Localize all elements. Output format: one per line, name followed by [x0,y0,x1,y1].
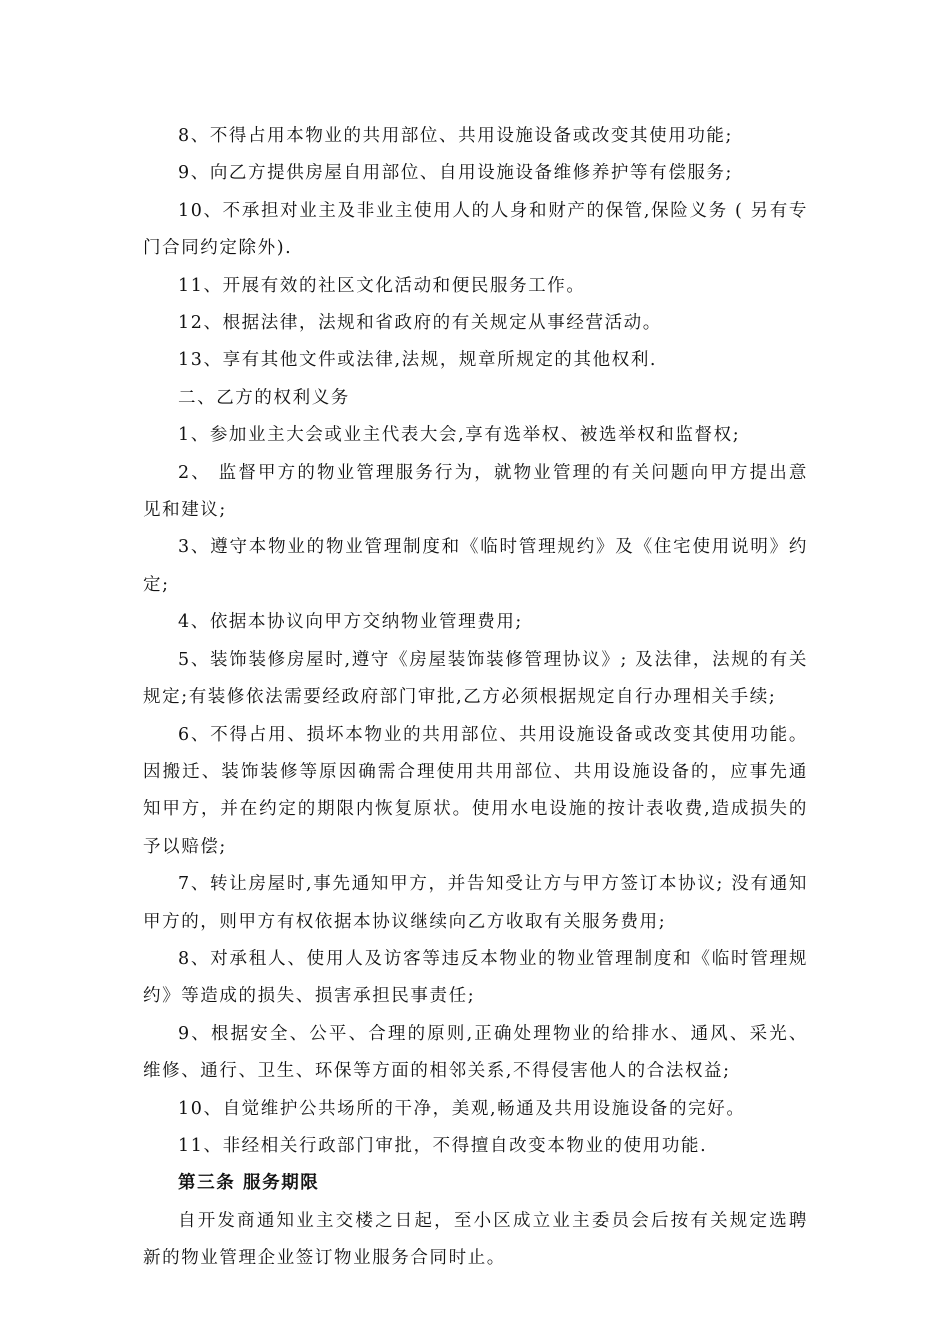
paragraph: 自开发商通知业主交楼之日起，至小区成立业主委员会后按有关规定选聘新的物业管理企业签订物业服务合同时止。 [143,1210,808,1269]
section-subheading: 二、乙方的权利义务 [178,387,350,408]
paragraph: 13、享有其他文件或法律,法规，规章所规定的其他权利. [178,350,658,371]
paragraph: 4、依据本协议向甲方交纳物业管理费用; [178,612,523,633]
paragraph: 11、开展有效的社区文化活动和便民服务工作。 [178,275,586,296]
paragraph: 9、根据安全、公平、合理的原则,正确处理物业的给排水、通风、采光、维修、通行、卫生、环保等方面的相邻关系,不得侵害他人的合法权益; [143,1023,808,1082]
paragraph: 6、不得占用、损坏本物业的共用部位、共用设施设备或改变其使用功能。因搬迁、装饰装修等原因确需合理使用共用部位、共用设施设备的，应事先通知甲方，并在约定的期限内恢复原状。使用水电设施的按计表收费,造成损失的予以赔偿; [143,724,808,857]
paragraph: 10、不承担对业主及非业主使用人的人身和财产的保管,保险义务 ( 另有专门合同约定除外). [143,200,808,259]
paragraph: 3、遵守本物业的物业管理制度和《临时管理规约》及《住宅使用说明》约定; [143,537,808,595]
paragraph: 5、装饰装修房屋时,遵守《房屋装饰装修管理协议》; 及法律，法规的有关规定;有装修依法需要经政府部门审批,乙方必须根据规定自行办理相关手续; [143,649,808,708]
paragraph: 1、参加业主大会或业主代表大会,享有选举权、被选举权和监督权; [178,425,741,446]
paragraph: 7、转让房屋时,事先通知甲方，并告知受让方与甲方签订本协议; 没有通知甲方的，则甲方有权依据本协议继续向乙方收取有关服务费用; [143,874,808,932]
paragraph: 12、根据法律，法规和省政府的有关规定从事经营活动。 [178,313,662,334]
paragraph: 9、向乙方提供房屋自用部位、自用设施设备维修养护等有偿服务; [178,163,734,184]
paragraph: 10、自觉维护公共场所的干净，美观,畅通及共用设施设备的完好。 [178,1098,746,1119]
paragraph: 8、对承租人、使用人及访客等违反本物业的物业管理制度和《临时管理规约》等造成的损失、损害承担民事责任; [143,948,808,1007]
paragraph: 11、非经相关行政部门审批，不得擅自改变本物业的使用功能. [178,1135,708,1156]
paragraph: 8、不得占用本物业的共用部位、共用设施设备或改变其使用功能; [178,126,734,146]
article-heading: 第三条 服务期限 [178,1173,320,1194]
document-body [143,118,808,1278]
paragraph: 2、 监督甲方的物业管理服务行为，就物业管理的有关问题向甲方提出意见和建议; [143,462,808,521]
